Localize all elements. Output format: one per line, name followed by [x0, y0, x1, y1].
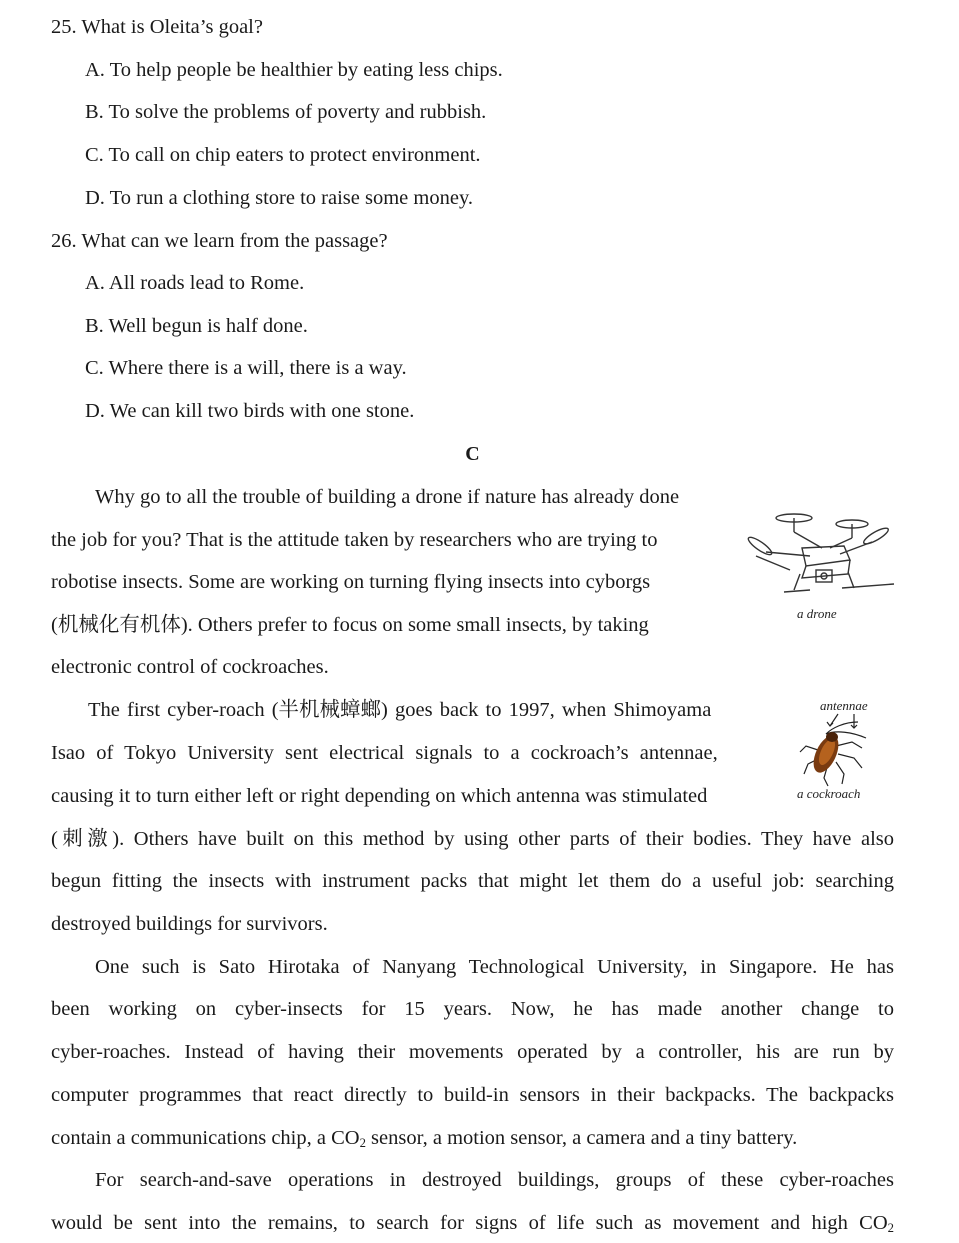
passage-p2-line-5: begun fitting the insects with instrument packs that might let them do a useful job: searching — [51, 870, 894, 892]
passage-p2-line-1: The first cyber-roach (半机械蟑螂) goes back to 1997, when Shimoyama — [88, 699, 712, 721]
passage-p3-line-5 — [51, 1124, 797, 1152]
passage-p4-line-1: For search-and-save operations in destroyed buildings, groups of these cyber-roaches — [95, 1169, 894, 1191]
p3-line-5-part-2: sensor, a motion sensor, a camera and a tiny battery. — [365, 1127, 798, 1149]
passage-p2-line-4: (刺激). Others have built on this method by using other parts of their bodies. They have also — [51, 828, 894, 850]
co2-subscript-2: 2 — [887, 1221, 894, 1236]
passage-p3-line-3: cyber-roaches. Instead of having their movements operated by a controller, his are run by — [51, 1041, 894, 1063]
passage-p3-line-2: been working on cyber-insects for 15 years. Now, he has made another change to — [51, 998, 894, 1020]
question-26-option-b: B. Well begun is half done. — [85, 315, 308, 337]
passage-p3-line-4: computer programmes that react directly to build-in sensors in their backpacks. The backpacks — [51, 1084, 894, 1106]
question-25-option-c: C. To call on chip eaters to protect environment. — [85, 144, 481, 166]
passage-p1-line-4: (机械化有机体). Others prefer to focus on some small insects, by taking — [51, 614, 649, 636]
passage-p1-line-5: electronic control of cockroaches. — [51, 656, 329, 678]
drone-caption: a drone — [797, 606, 837, 621]
passage-p1-line-3: robotise insects. Some are working on turning flying insects into cyborgs — [51, 571, 651, 593]
section-heading: C — [465, 443, 480, 465]
passage-p2-line-2: Isao of Tokyo University sent electrical signals to a cockroach’s antennae, — [51, 742, 718, 764]
antennae-label: antennae — [820, 698, 868, 713]
question-26-option-c: C. Where there is a will, there is a way. — [85, 357, 407, 379]
passage-p2-line-3: causing it to turn either left or right depending on which antenna was stimulated — [51, 785, 708, 807]
question-26-option-a: A. All roads lead to Rome. — [85, 272, 305, 294]
passage-p3-line-1: One such is Sato Hirotaka of Nanyang Technological University, in Singapore. He has — [95, 956, 894, 978]
passage-p1-line-2: the job for you? That is the attitude taken by researchers who are trying to — [51, 529, 658, 551]
question-26-option-d: D. We can kill two birds with one stone. — [85, 400, 415, 422]
cockroach-caption: a cockroach — [797, 786, 861, 801]
question-25-option-b: B. To solve the problems of poverty and rubbish. — [85, 101, 487, 123]
question-26-stem: 26. What can we learn from the passage? — [51, 230, 388, 252]
p3-line-5-part-1: contain a communications chip, a CO — [51, 1127, 360, 1149]
passage-p4-line-2 — [51, 1209, 894, 1237]
passage-p1-line-1: Why go to all the trouble of building a drone if nature has already done — [95, 486, 680, 508]
drone-illustration — [744, 508, 896, 604]
p4-line-2-text: would be sent into the remains, to search for signs of life such as movement and high CO — [51, 1212, 888, 1234]
question-25-option-a: A. To help people be healthier by eating less chips. — [85, 59, 503, 81]
question-25-stem: 25. What is Oleita’s goal? — [51, 16, 263, 38]
co2-subscript: 2 — [359, 1136, 366, 1151]
question-25-option-d: D. To run a clothing store to raise some money. — [85, 187, 473, 209]
cockroach-illustration — [796, 712, 872, 788]
passage-p2-line-6: destroyed buildings for survivors. — [51, 913, 328, 935]
